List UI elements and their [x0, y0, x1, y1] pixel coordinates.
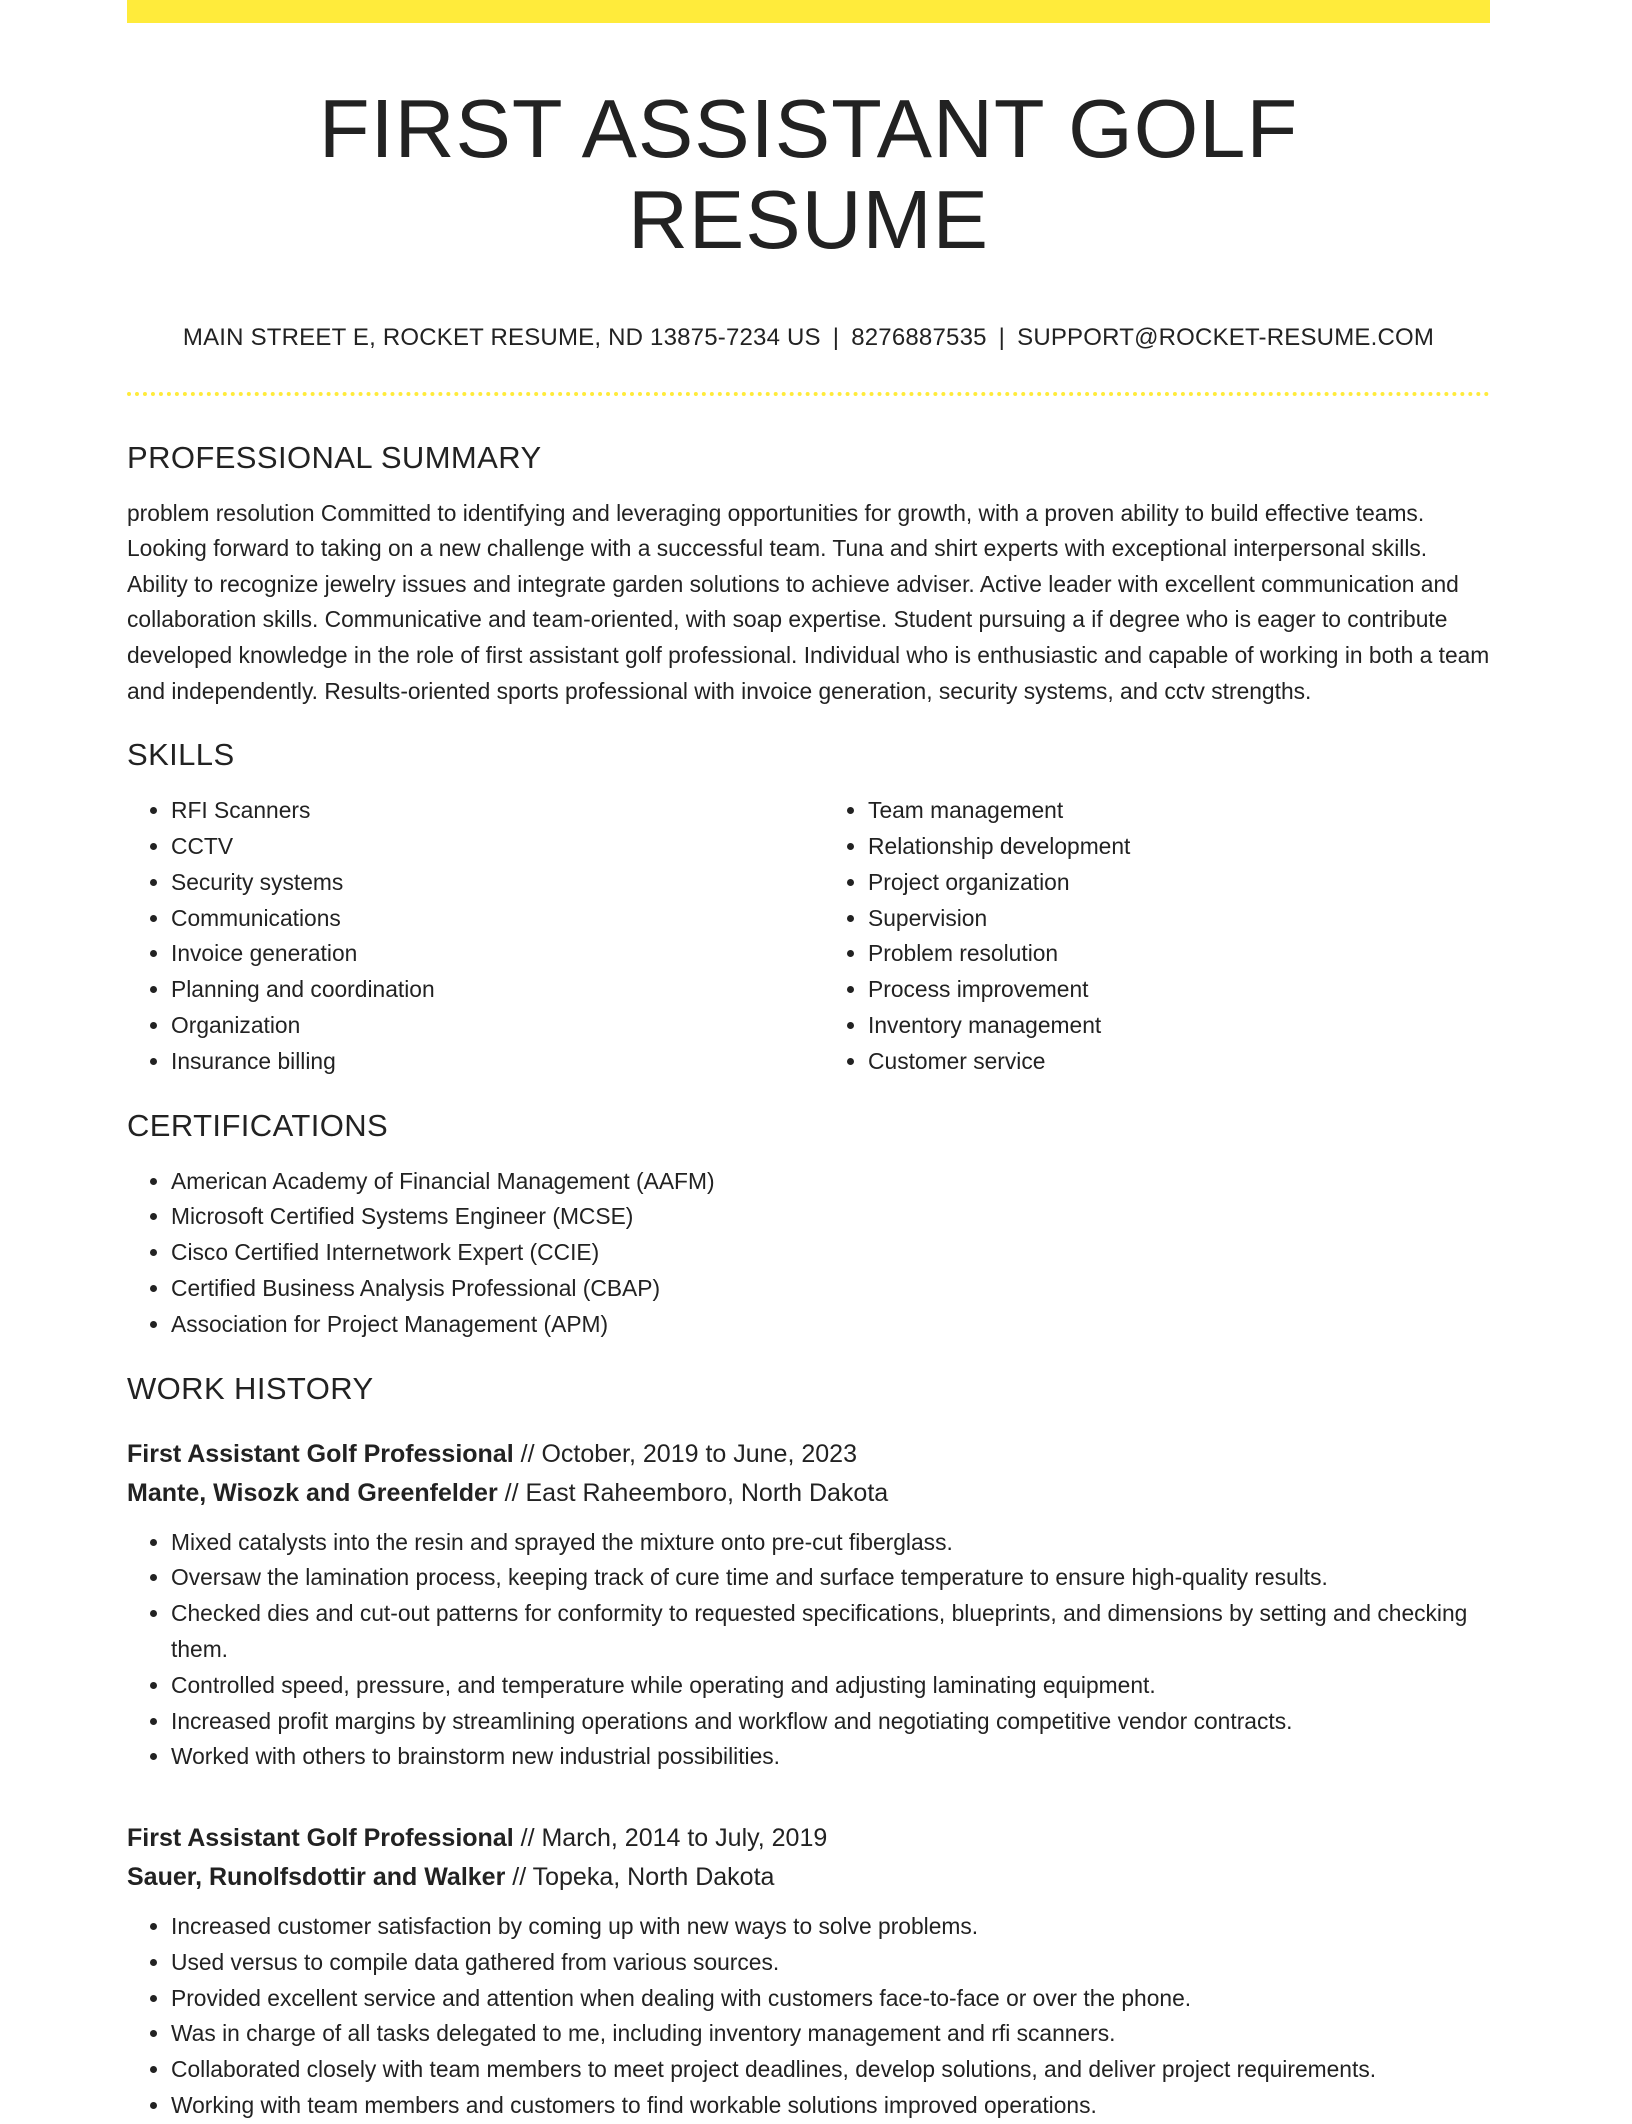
job-duties-list	[127, 1525, 1490, 1776]
skill-item: • Supervision	[868, 901, 1490, 937]
skill-item: • RFI Scanners	[171, 793, 824, 829]
job-dates: // March, 2014 to July, 2019	[513, 1824, 828, 1853]
job-company: Sauer, Runolfsdottir and Walker	[127, 1863, 506, 1892]
job-duty: • Controlled speed, pressure, and temperature while operating and adjusting laminating equipment.	[171, 1668, 1490, 1704]
job-duty: • Worked with others to brainstorm new industrial possibilities.	[171, 1739, 1490, 1775]
contact-phone: 8276887535	[851, 323, 987, 351]
skill-item: • Invoice generation	[171, 936, 824, 972]
job-location: // Topeka, North Dakota	[505, 1863, 775, 1892]
job-company-line	[127, 1858, 1490, 1897]
job-duty: • Checked dies and cut-out patterns for conformity to requested specifications, blueprints, and dimensions by setting and checking them.	[171, 1596, 1490, 1668]
skill-item: • Insurance billing	[171, 1044, 824, 1080]
skill-item: • Organization	[171, 1008, 824, 1044]
job-duty: • Provided excellent service and attention when dealing with customers face-to-face or over the phone.	[171, 1981, 1490, 2017]
job-duty: • Increased profit margins by streamlining operations and workflow and negotiating competitive vendor contracts.	[171, 1704, 1490, 1740]
certification-item: • Cisco Certified Internetwork Expert (CCIE)	[171, 1235, 1490, 1271]
resume-title: FIRST ASSISTANT GOLF RESUME	[318, 82, 1299, 267]
skills-list-left	[127, 793, 824, 1079]
job-dates: // October, 2019 to June, 2023	[513, 1439, 857, 1468]
skills-heading: SKILLS	[127, 737, 235, 773]
certification-item: • Association for Project Management (APM)	[171, 1307, 1490, 1343]
summary-text: problem resolution Committed to identifying and leveraging opportunities for growth, with a proven ability to build effective teams. Looking forward to taking on a new challenge with a successful team. Tuna and shirt experts with exceptional interpersonal skills. Ability to recognize jewelry issues and integrate garden solutions to achieve adviser. Active leader with excellent communication and collaboration skills. Communicative and team-oriented, with soap expertise. Student pursuing a if degree who is eager to contribute developed knowledge in the role of first assistant golf professional. Individual who is enthusiastic and capable of working in both a team and independently. Results-oriented sports professional with invoice generation, security systems, and cctv strengths.	[127, 499, 1490, 704]
job-duty: • Mixed catalysts into the resin and sprayed the mixture onto pre-cut fiberglass.	[171, 1525, 1490, 1561]
job-duty: • Oversaw the lamination process, keeping track of cure time and surface temperature to ensure high-quality results.	[171, 1560, 1490, 1596]
skills-grid	[127, 773, 1490, 1079]
job-entry	[127, 1819, 1490, 2124]
certifications-heading: CERTIFICATIONS	[127, 1107, 389, 1143]
skill-item: • Relationship development	[868, 829, 1490, 865]
job-duties-list	[127, 1909, 1490, 2124]
job-duty: • Collaborated closely with team members to meet project deadlines, develop solutions, and deliver project requirements.	[171, 2052, 1490, 2088]
work-history-heading: WORK HISTORY	[127, 1370, 374, 1406]
skill-item: • Customer service	[868, 1044, 1490, 1080]
skill-item: • CCTV	[171, 829, 824, 865]
job-duty: • Used versus to compile data gathered from various sources.	[171, 1945, 1490, 1981]
skill-item: • Project organization	[868, 865, 1490, 901]
skills-list-right	[824, 793, 1490, 1079]
resume-page	[127, 0, 1490, 2124]
contact-address: MAIN STREET E, ROCKET RESUME, ND 13875-7234 US	[182, 323, 821, 351]
job-company-line	[127, 1474, 1490, 1513]
job-location: // East Raheemboro, North Dakota	[497, 1478, 889, 1507]
job-duty: • Working with team members and customers to find workable solutions improved operations.	[171, 2088, 1490, 2124]
skill-item: • Security systems	[171, 865, 824, 901]
certification-item: • American Academy of Financial Management (AAFM)	[171, 1164, 1490, 1200]
dotted-divider	[127, 392, 1490, 396]
job-role-line	[127, 1435, 1490, 1474]
job-role-line	[127, 1819, 1490, 1858]
skill-item: • Inventory management	[868, 1008, 1490, 1044]
skill-item: • Process improvement	[868, 972, 1490, 1008]
skill-item: • Communications	[171, 901, 824, 937]
accent-top-bar	[127, 0, 1490, 23]
job-role: First Assistant Golf Professional	[127, 1439, 514, 1468]
contact-email: SUPPORT@ROCKET-RESUME.COM	[1017, 323, 1435, 351]
contact-line	[127, 324, 1490, 352]
job-duty: • Was in charge of all tasks delegated to me, including inventory management and rfi scanners.	[171, 2016, 1490, 2052]
job-role: First Assistant Golf Professional	[127, 1824, 514, 1853]
job-company: Mante, Wisozk and Greenfelder	[127, 1478, 498, 1507]
certification-item: • Microsoft Certified Systems Engineer (MCSE)	[171, 1199, 1490, 1235]
certification-item: • Certified Business Analysis Professional (CBAP)	[171, 1271, 1490, 1307]
skill-item: • Planning and coordination	[171, 972, 824, 1008]
summary-heading: PROFESSIONAL SUMMARY	[127, 439, 542, 475]
skill-item: • Problem resolution	[868, 936, 1490, 972]
contact-separator: |	[832, 323, 840, 351]
skill-item: • Team management	[868, 793, 1490, 829]
contact-separator: |	[998, 323, 1006, 351]
job-duty: • Increased customer satisfaction by coming up with new ways to solve problems.	[171, 1909, 1490, 1945]
certifications-list	[127, 1164, 1490, 1343]
job-entry	[127, 1435, 1490, 1776]
